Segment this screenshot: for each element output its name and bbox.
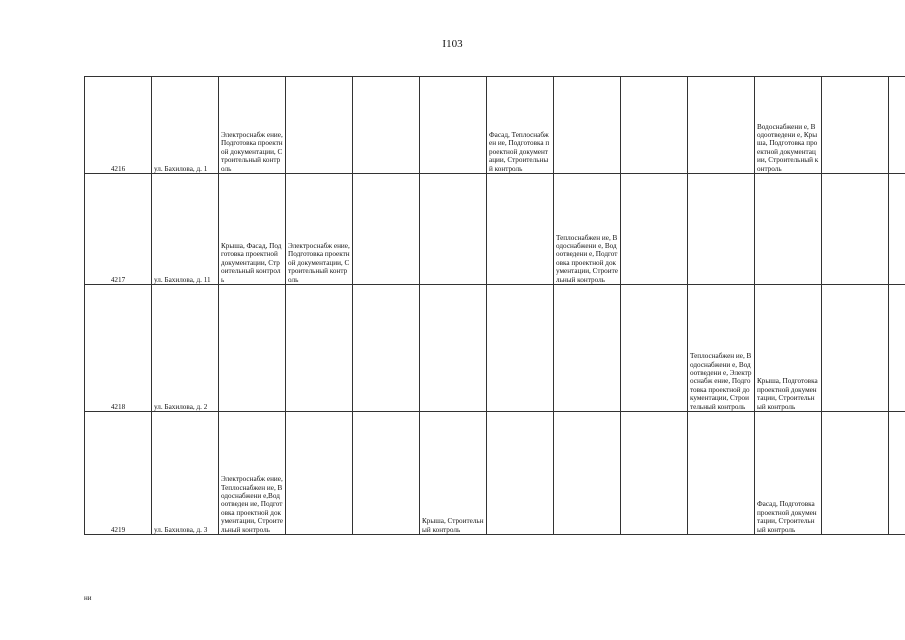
work-cell: Крыша, Фасад, Подготовка проектной документации, Строительный контроль (219, 174, 286, 285)
work-cell (420, 77, 487, 174)
work-cell (353, 174, 420, 285)
address-cell: ул. Бахилова, д. 3 (152, 412, 219, 535)
work-cell: Фасад, Подготовка проектной документации, Строительный контроль (755, 412, 822, 535)
work-cell: Электроснабж ение, Подготовка проектной документации, Строительный контроль (286, 174, 353, 285)
house-number-cell: 4216 (85, 77, 152, 174)
work-cell (889, 77, 905, 174)
address-cell: ул. Бахилова, д. 11 (152, 174, 219, 285)
work-cell (420, 174, 487, 285)
work-cell (420, 285, 487, 412)
work-cell (621, 285, 688, 412)
work-cell (621, 77, 688, 174)
house-number-cell: 4217 (85, 174, 152, 285)
work-cell: Теплоснабжен ие, Водоснабжени е, Водоотведени е, Электроснабж ение, Подготовка проектной документации, Строительный контроль (688, 285, 755, 412)
work-cell (487, 412, 554, 535)
footer-mark: ни (84, 594, 92, 602)
work-cell (353, 77, 420, 174)
table-row (85, 285, 905, 412)
work-cell (554, 285, 621, 412)
work-cell (487, 285, 554, 412)
work-cell (554, 412, 621, 535)
work-cell (487, 174, 554, 285)
work-cell (286, 77, 353, 174)
work-cell: Крыша, Подготовка проектной документации, Строительный контроль (755, 285, 822, 412)
table-row (85, 174, 905, 285)
work-cell (286, 285, 353, 412)
work-cell: Крыша, Строительный контроль (420, 412, 487, 535)
work-cell (353, 412, 420, 535)
address-cell: ул. Бахилова, д. 2 (152, 285, 219, 412)
work-cell: Водоснабжени е, Водоотведени е, Крыша, Подготовка проектной документации, Строительный контроль (755, 77, 822, 174)
work-cell (822, 412, 889, 535)
work-cell: Электроснабж ение, Теплоснабжен ие, Водоснабжени е,Водоотведен ие, Подготовка проектной документации, Строительный контроль (219, 412, 286, 535)
work-cell (822, 285, 889, 412)
work-cell: Фасад, Теплоснабжен ие, Подготовка проектной документации, Строительный контроль (487, 77, 554, 174)
work-cell (889, 285, 905, 412)
house-number-cell: 4219 (85, 412, 152, 535)
repair-schedule-table (84, 76, 905, 535)
address-cell: ул. Бахилова, д. 1 (152, 77, 219, 174)
work-cell (688, 412, 755, 535)
work-cell (554, 77, 621, 174)
work-cell (219, 285, 286, 412)
page-number: I103 (442, 38, 463, 50)
work-cell: Теплоснабжен ие, Водоснабжени е, Водоотведени е, Подготовка проектной документации, Строительный контроль (554, 174, 621, 285)
work-cell (688, 174, 755, 285)
work-cell (822, 77, 889, 174)
work-cell (889, 412, 905, 535)
work-cell (688, 77, 755, 174)
work-cell (822, 174, 889, 285)
table-row (85, 77, 905, 174)
work-cell: Электроснабж ение, Подготовка проектной документации, Строительный контроль (219, 77, 286, 174)
work-cell (621, 412, 688, 535)
work-cell (889, 174, 905, 285)
work-cell (621, 174, 688, 285)
house-number-cell: 4218 (85, 285, 152, 412)
work-cell (755, 174, 822, 285)
table-row (85, 412, 905, 535)
work-cell (286, 412, 353, 535)
work-cell (353, 285, 420, 412)
